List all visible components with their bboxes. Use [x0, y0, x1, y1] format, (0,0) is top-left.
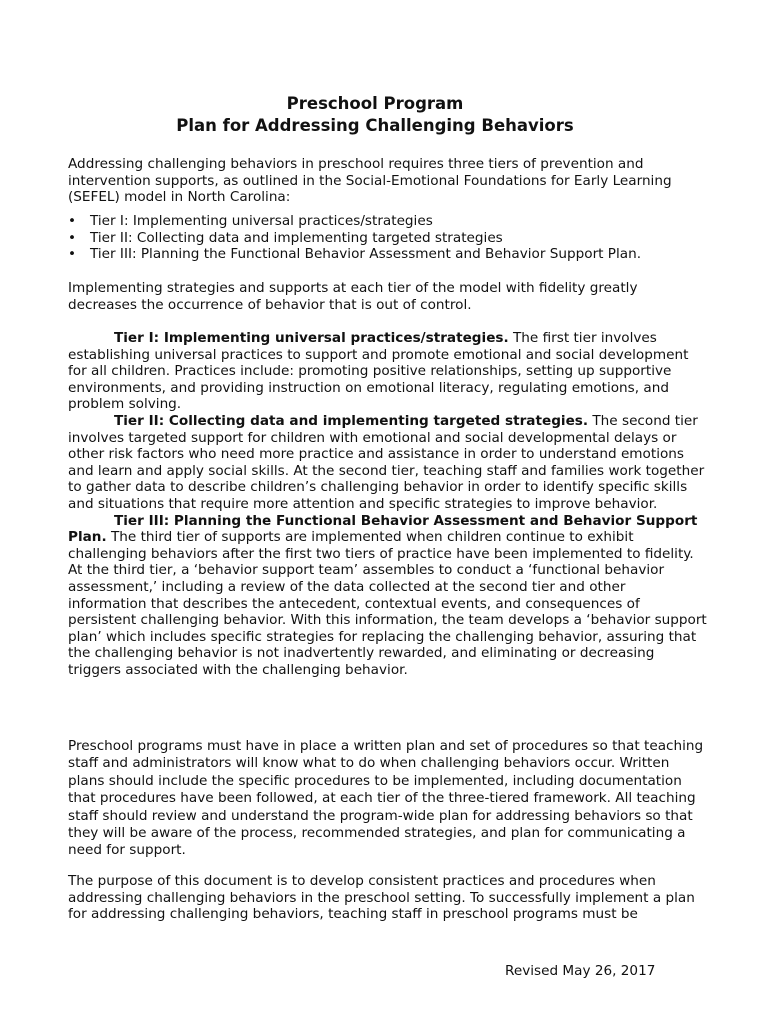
tier-descriptions [68, 330, 708, 678]
list-item: • Tier II: Collecting data and implementing targeted strategies [68, 230, 708, 247]
tier3-heading: Tier III: Planning the Functional Behavior Assessment and Behavior Support Plan. [68, 512, 698, 546]
tier1-heading: Tier I: Implementing universal practices/strategies. [114, 330, 509, 346]
list-item: • Tier I: Implementing universal practices/strategies [68, 213, 708, 230]
tier2-paragraph [68, 413, 708, 513]
tier2-text: The second tier involves targeted support for children with emotional and social developmental delays or other risk factors who need more practice and assistance in order to understand emotions and learn and apply social skills. At the second tier, teaching staff and families work together to gather data to describe children’s challenging behavior in order to identify specific skills and situations that require more attention and specific strategies to improve behavior. [68, 412, 705, 512]
tier-list [68, 213, 708, 263]
intro-paragraph: Addressing challenging behaviors in preschool requires three tiers of prevention and intervention supports, as outlined in the Social-Emotional Foundations for Early Learning (SEFEL) model in North Carolina: [68, 156, 672, 206]
tier3-text: The third tier of supports are implemented when children continue to exhibit challenging behaviors after the first two tiers of practice have been implemented to fidelity. At the third tier, a ‘behavior support team’ assembles to conduct a ‘functional behavior assessment,’ including a review of the data collected at the second tier and other information that describes the antecedent, contextual events, and consequences of persistent challenging behavior. With this information, the team develops a ‘behavior support plan’ which includes specific strategies for replacing the challenging behavior, assuring that the challenging behavior is not inadvertently rewarded, and eliminating or decreasing triggers associated with the challenging behavior. [68, 529, 707, 678]
tier3-paragraph [68, 513, 708, 679]
programs-paragraph: Preschool programs must have in place a written plan and set of procedures so that teaching staff and administrators will know what to do when challenging behaviors occur. Written plans should include the specific procedures to be implemented, including documentation that procedures have been followed, at each tier of the three-tiered framework. All teaching staff should review and understand the program-wide plan for addressing behaviors so that they will be aware of the process, recommended strategies, and plan for communicating a need for support. [68, 738, 704, 859]
purpose-paragraph: The purpose of this document is to develop consistent practices and procedures when addressing challenging behaviors in the preschool setting. To successfully implement a plan for addressing challenging behaviors, teaching staff in preschool programs must be [68, 873, 695, 923]
tier2-heading: Tier II: Collecting data and implementing targeted strategies. [114, 412, 589, 429]
title-line-2: Plan for Addressing Challenging Behaviors [176, 116, 574, 135]
revision-date: Revised May 26, 2017 [505, 963, 656, 979]
tier1-paragraph [68, 330, 708, 413]
list-item: • Tier III: Planning the Functional Behavior Assessment and Behavior Support Plan. [68, 246, 708, 263]
tier1-text: The first tier involves establishing universal practices to support and promote emotional and social development for all children. Practices include: promoting positive relationships, setting up supportive environments, and providing instruction on emotional literacy, regulating emotions, and problem solving. [68, 330, 689, 413]
fidelity-paragraph: Implementing strategies and supports at each tier of the model with fidelity greatly decreases the occurrence of behavior that is out of control. [68, 280, 638, 313]
document-title [0, 93, 750, 137]
title-line-1: Preschool Program [286, 94, 464, 113]
